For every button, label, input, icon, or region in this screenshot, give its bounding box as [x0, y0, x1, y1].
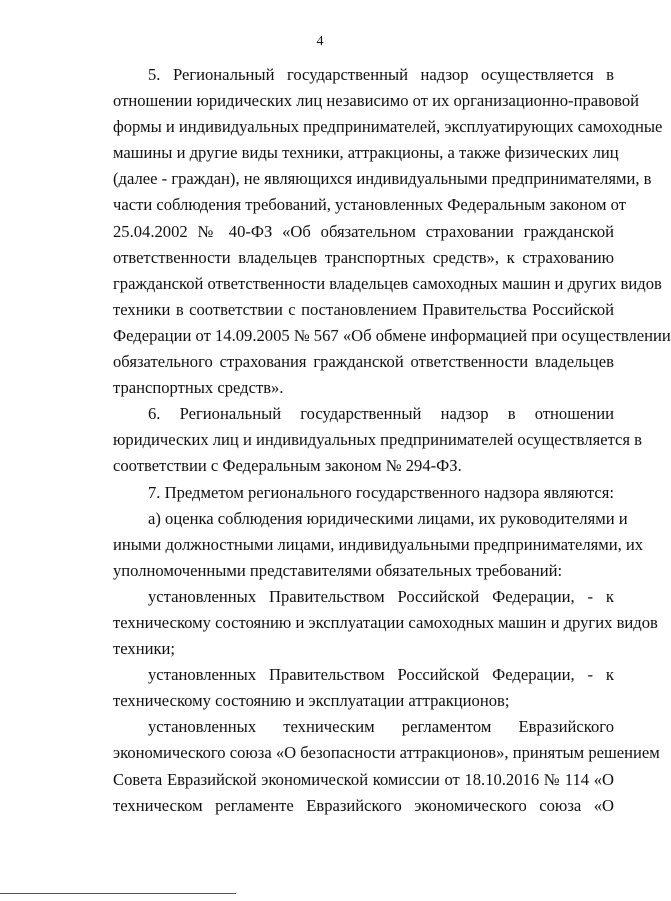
- text-line: техническому состоянию и эксплуатации самоходных машин и других видов: [113, 612, 658, 632]
- text-line: машины и другие виды техники, аттракционы, а также физических лиц: [113, 143, 619, 163]
- text-line: Совета Евразийской экономической комиссии от 18.10.2016 № 114 «О: [113, 769, 614, 789]
- text-line: формы и индивидуальных предпринимателей, эксплуатирующих самоходные: [113, 117, 663, 137]
- text-line: юридических лиц и индивидуальных предпринимателей осуществляется в: [113, 430, 642, 450]
- text-line: уполномоченными представителями обязательных требований:: [113, 560, 563, 580]
- text-line: (далее - граждан), не являющихся индивидуальными предпринимателями, в: [113, 169, 652, 189]
- text-line: Федерации от 14.09.2005 № 567 «Об обмене информацией при осуществлении: [113, 325, 671, 345]
- text-line: техники;: [113, 639, 176, 659]
- text-line: ответственности владельцев транспортных средств», к страхованию: [113, 247, 614, 267]
- text-line: техники в соответствии с постановлением Правительства Российской: [113, 299, 614, 319]
- text-line: отношении юридических лиц независимо от их организационно-правовой: [113, 91, 640, 111]
- footer-rule: [0, 893, 236, 894]
- text-line: гражданской ответственности владельцев самоходных машин и других видов: [113, 273, 662, 293]
- document-body: [113, 62, 671, 819]
- text-line: техническому состоянию и эксплуатации аттракционов;: [113, 691, 510, 711]
- text-line: а) оценка соблюдения юридическими лицами, их руководителями и: [148, 508, 628, 528]
- text-line: 6. Региональный государственный надзор в отношении: [148, 404, 614, 424]
- page-number: 4: [316, 34, 324, 49]
- text-line: обязательного страхования гражданской ответственности владельцев: [113, 352, 614, 372]
- text-line: установленных Правительством Российской Федерации, - к: [148, 665, 614, 685]
- text-line: экономического союза «О безопасности аттракционов», принятым решением: [113, 743, 660, 763]
- text-line: техническом регламенте Евразийского экономического союза «О: [113, 795, 614, 815]
- text-line: 5. Региональный государственный надзор осуществляется в: [148, 65, 614, 84]
- text-line: соответствии с Федеральным законом № 294-ФЗ.: [113, 456, 462, 476]
- text-line: иными должностными лицами, индивидуальными предпринимателями, их: [113, 534, 644, 554]
- text-line: транспортных средств».: [113, 378, 284, 398]
- text-line: части соблюдения требований, установленных Федеральным законом от: [113, 195, 626, 215]
- text-line: 7. Предметом регионального государственного надзора являются:: [148, 482, 614, 502]
- text-line: установленных Правительством Российской Федерации, - к: [148, 586, 614, 606]
- text-line: установленных техническим регламентом Евразийского: [148, 717, 614, 737]
- text-line: 25.04.2002 № 40-ФЗ «Об обязательном страховании гражданской: [113, 221, 614, 241]
